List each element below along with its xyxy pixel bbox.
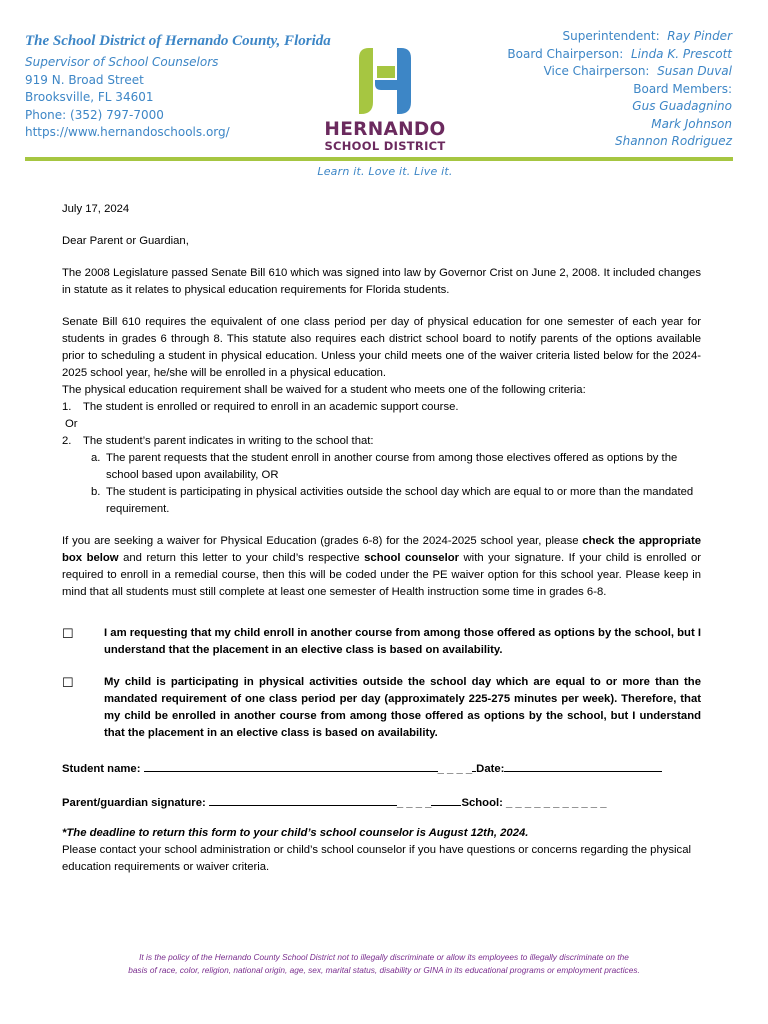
phone-number: Phone: (352) 797-7000 [25, 107, 164, 122]
text-run-bold: check the appropriate box below [62, 535, 701, 564]
list-letter: b. [91, 486, 101, 498]
board-member: Shannon Rodriguez [614, 134, 732, 148]
chair-name: Linda K. Prescott [630, 46, 732, 61]
chair-label: Board Chairperson: [507, 46, 624, 61]
option-text: My child is participating in physical activities outside the school day which are equal to or more than the mandated requirement of one class period per day (approximately 225-275 minutes per week). Therefore, that my child be enrolled in another course from among those offered as options by the school, but I understand that the placement in an elective class is based on availability. [104, 676, 701, 739]
list-text: The student is enrolled or required to enroll in an academic support course. [83, 401, 459, 413]
option-text: I am requesting that my child enroll in another course from among those offered as options by the school, but I understand that the placement in an elective class is based on availability. [104, 627, 701, 656]
board-officials [472, 28, 732, 151]
text-run: and return this letter to your child’s respective [118, 552, 365, 564]
nondiscrimination-footer [60, 951, 708, 977]
text-run: If you are seeking a waiver for Physical Education (grades 6-8) for the 2024-2025 school year, please [62, 535, 583, 547]
footer-line: It is the policy of the Hernando County School District not to illegally discriminate or allow its employees to illegally discriminate on the [139, 952, 629, 962]
superintendent-name: Ray Pinder [667, 29, 732, 43]
footer-line: basis of race, color, religion, national origin, age, sex, marital status, disability or GINA in its educational programs or employment practices. [128, 965, 640, 975]
dash-filler: _ _ _ _ [437, 763, 473, 775]
list-text: The parent requests that the student enroll in another course from among those electives offered as options by the school based upon availability, OR [106, 452, 678, 481]
chair-row [472, 46, 732, 64]
vice-name: Susan Duval [657, 64, 732, 78]
student-row [62, 759, 701, 778]
district-logo [312, 44, 458, 153]
vice-label: Vice Chairperson: [543, 64, 650, 78]
street-address: 919 N. Broad Street [25, 72, 144, 87]
superintendent-row [472, 28, 732, 46]
list-number: 2. [62, 435, 72, 447]
list-text: The student’s parent indicates in writing to the school that: [83, 435, 374, 447]
text-run-bold: school counselor [364, 552, 460, 564]
list-number: 1. [62, 401, 72, 413]
city-address: Brooksville, FL 34601 [25, 90, 154, 104]
criteria-item-1 [62, 399, 701, 416]
members-label: Board Members: [633, 81, 732, 96]
list-text: The student is participating in physical activities outside the school day which are equal to or more than the mandated requirement. [106, 486, 694, 515]
parent-signature-label: Parent/guardian signature: [62, 797, 206, 809]
tagline: Learn it. Love it. Live it. [317, 165, 453, 178]
closing-paragraph: Please contact your school administration or child’s school counselor if you have questions or concerns regarding the physical education requirements or waiver criteria. [62, 844, 691, 873]
parent-signature-field[interactable] [209, 793, 397, 806]
criteria-item-2a [62, 450, 701, 484]
board-member: Gus Guadagnino [632, 99, 732, 113]
header-divider [25, 157, 733, 161]
waiver-option-1 [62, 625, 701, 659]
paragraph: The 2008 Legislature passed Senate Bill 610 which was signed into law by Governor Crist on June 2, 2008. It included changes in statute as it relates to physical education requirements for Florida students. [62, 267, 701, 296]
district-title: The School District of Hernando County, Florida [25, 33, 331, 49]
superintendent-label: Superintendent: [562, 29, 660, 43]
line-spacer [431, 793, 461, 806]
checkbox[interactable]: ☐ [62, 626, 74, 641]
letter-body [62, 201, 701, 876]
vice-row [472, 63, 732, 81]
or-text: Or [65, 418, 78, 430]
h-logo-icon [347, 44, 423, 118]
checkbox[interactable]: ☐ [62, 675, 74, 690]
criteria-item-2b [62, 484, 701, 518]
list-letter: a. [91, 452, 101, 464]
parent-row [62, 793, 701, 812]
paragraph: The physical education requirement shall be waived for a student who meets one of the following criteria: [62, 384, 586, 396]
board-member: Mark Johnson [651, 116, 732, 131]
date-field[interactable] [504, 759, 662, 772]
waiver-instructions [62, 533, 701, 601]
text-run: with your signature. If your child is enrolled or required to enroll in a remedial course, then this will be coded under the PE waiver option for this school year. Please keep in mind that all students must still complete at least one semester of Health instruction some time in grades 6-8. [62, 552, 702, 598]
letter-date: July 17, 2024 [62, 203, 130, 215]
date-label: Date: [476, 763, 505, 775]
school-label: School: [461, 797, 503, 809]
salutation: Dear Parent or Guardian, [62, 235, 189, 247]
paragraph: Senate Bill 610 requires the equivalent of one class period per day of physical education for one semester of each year for students in grades 6 through 8. This statute also requires each district school board to notify parents of the options available prior to scheduling a student in physical education. Unless your child meets one of the waiver criteria listed below for the 2024-2025 school year, he/she will be enrolled in a physical education. [62, 316, 701, 379]
student-name-field[interactable] [144, 759, 438, 772]
office-title: Supervisor of School Counselors [25, 55, 219, 69]
school-field[interactable]: _ _ _ _ _ _ _ _ _ _ _ [506, 797, 607, 809]
dash-filler: _ _ _ _ [396, 797, 432, 809]
student-name-label: Student name: [62, 763, 141, 775]
website-link[interactable]: https://www.hernandoschools.org/ [25, 125, 230, 139]
criteria-item-2 [62, 433, 701, 450]
logo-name: HERNANDO [324, 119, 446, 140]
waiver-option-2 [62, 674, 701, 742]
letterhead-left [25, 33, 355, 142]
logo-subtitle: SCHOOL DISTRICT [324, 139, 446, 153]
deadline-notice: *The deadline to return this form to your child’s school counselor is August 12th, 2024. [62, 827, 529, 839]
